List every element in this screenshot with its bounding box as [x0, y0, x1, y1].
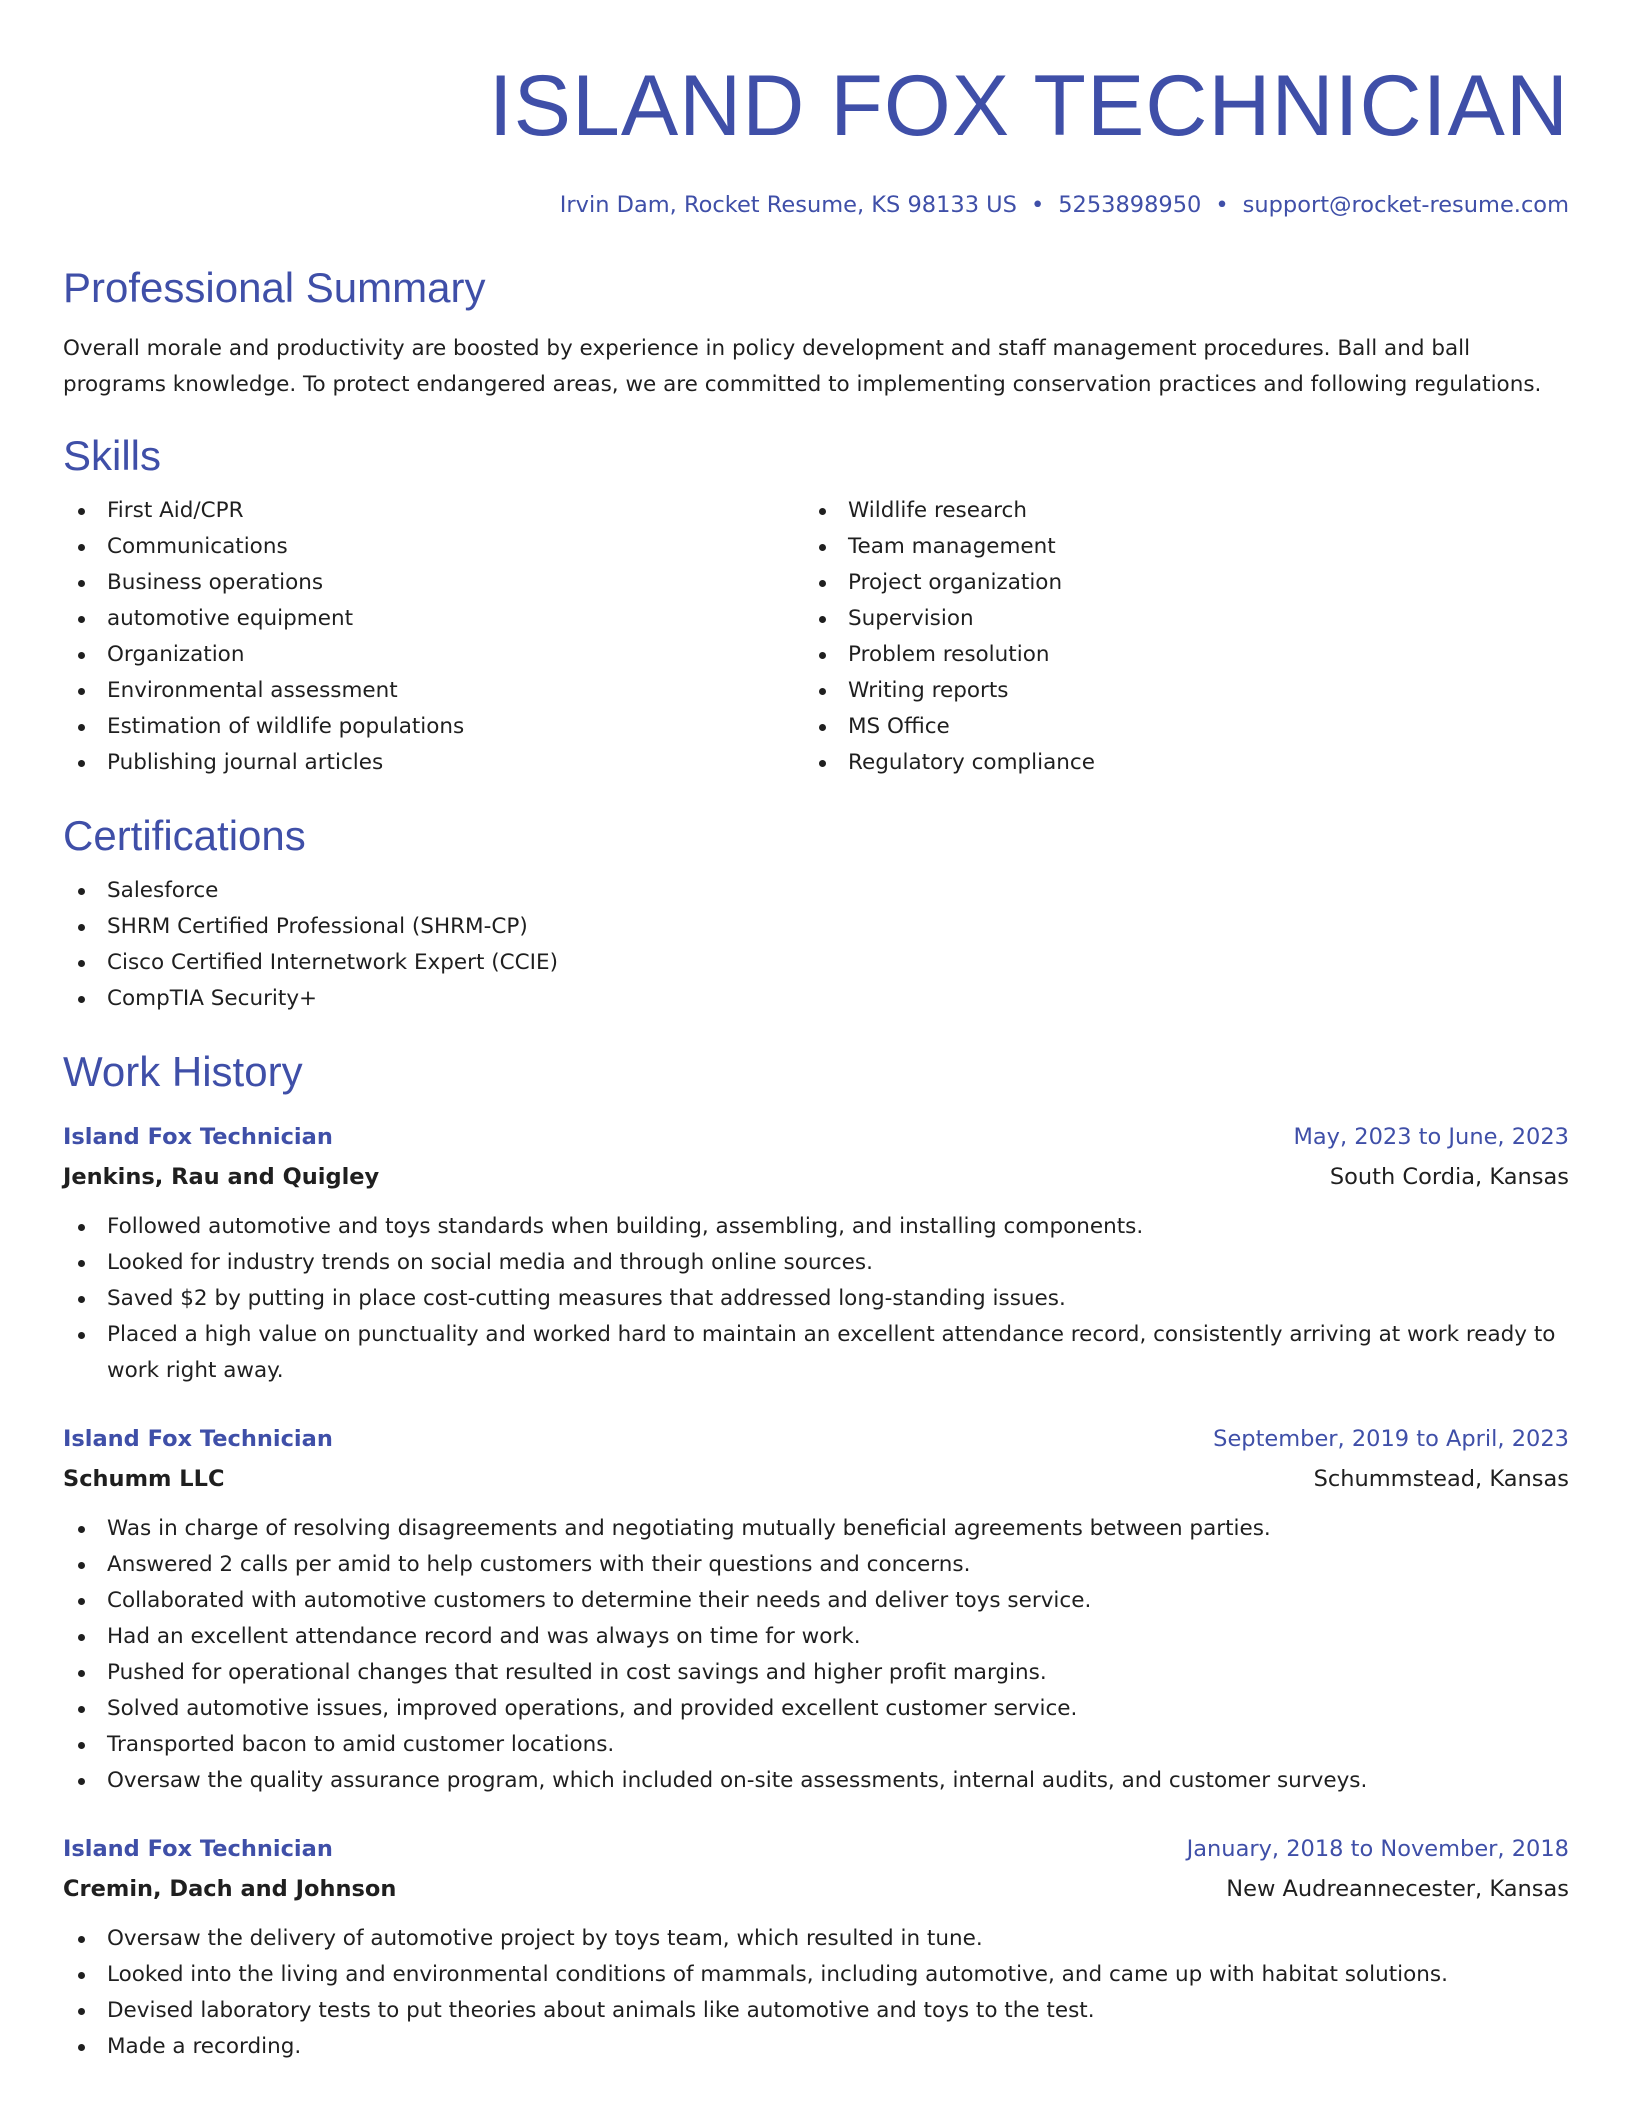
- bullet-icon: [78, 1598, 85, 1605]
- bullet-icon: [819, 508, 826, 515]
- job-bullet: [63, 1281, 1569, 1317]
- job-entry: [63, 1419, 1569, 1799]
- job-bullet-text: Had an excellent attendance record and was always on time for work.: [107, 1624, 861, 1649]
- skill-label: Business operations: [107, 570, 324, 595]
- skill-label: Publishing journal articles: [107, 750, 384, 775]
- skill-item: [63, 601, 804, 637]
- skill-label: Problem resolution: [848, 642, 1050, 667]
- job-bullet-text: Looked for industry trends on social media and through online sources.: [107, 1250, 873, 1275]
- job-header-row: [63, 1419, 1569, 1459]
- job-dates: May, 2023 to June, 2023: [1293, 1124, 1569, 1150]
- bullet-icon: [819, 544, 826, 551]
- skill-label: Wildlife research: [848, 498, 1027, 523]
- skill-item: [63, 493, 804, 529]
- contact-separator: •: [1030, 192, 1045, 218]
- job-bullet: [63, 1583, 1569, 1619]
- job-bullet: [63, 1691, 1569, 1727]
- job-bullet: [63, 1619, 1569, 1655]
- job-bullet: [63, 1511, 1569, 1547]
- contact-phone: 5253898950: [1058, 192, 1202, 218]
- certification-label: SHRM Certified Professional (SHRM-CP): [107, 914, 528, 939]
- job-entry: [63, 1117, 1569, 1389]
- skill-label: Environmental assessment: [107, 678, 398, 703]
- bullet-icon: [78, 1332, 85, 1339]
- skill-label: Communications: [107, 534, 288, 559]
- contact-email: support@rocket-resume.com: [1242, 192, 1569, 218]
- bullet-icon: [78, 1936, 85, 1943]
- bullet-icon: [819, 580, 826, 587]
- bullet-icon: [78, 508, 85, 515]
- job-header-row: [63, 1117, 1569, 1157]
- skill-item: [63, 709, 804, 745]
- bullet-icon: [819, 616, 826, 623]
- bullet-icon: [819, 688, 826, 695]
- job-location: New Audreannecester, Kansas: [1226, 1876, 1569, 1902]
- contact-line: [63, 190, 1569, 220]
- bullet-icon: [78, 1526, 85, 1533]
- bullet-icon: [78, 888, 85, 895]
- job-entry: [63, 1829, 1569, 2065]
- job-company-row: [63, 1869, 1569, 1909]
- job-bullet-text: Oversaw the delivery of automotive project by toys team, which resulted in tune.: [107, 1926, 983, 1951]
- certification-item: [63, 909, 1569, 945]
- job-bullet-text: Placed a high value on punctuality and worked hard to maintain an excellent attendance record, consistently arriving at work ready to work right away.: [107, 1322, 1556, 1383]
- bullet-icon: [78, 1634, 85, 1641]
- skill-label: Organization: [107, 642, 245, 667]
- job-bullet-text: Oversaw the quality assurance program, which included on-site assessments, internal audits, and customer surveys.: [107, 1768, 1368, 1793]
- skill-label: Estimation of wildlife populations: [107, 714, 465, 739]
- bullet-icon: [78, 580, 85, 587]
- bullet-icon: [78, 1260, 85, 1267]
- job-bullet-text: Looked into the living and environmental conditions of mammals, including automotive, and came up with habitat solutions.: [107, 1962, 1448, 1987]
- bullet-icon: [78, 1296, 85, 1303]
- job-bullet: [63, 1727, 1569, 1763]
- job-bullet-text: Made a recording.: [107, 2034, 302, 2059]
- job-bullets: [63, 1511, 1569, 1799]
- job-company: Schumm LLC: [63, 1466, 225, 1492]
- job-bullet-text: Solved automotive issues, improved operations, and provided excellent customer service.: [107, 1696, 1078, 1721]
- skill-item: [804, 529, 1545, 565]
- skill-item: [63, 565, 804, 601]
- bullet-icon: [78, 1670, 85, 1677]
- skill-item: [804, 709, 1545, 745]
- job-company-row: [63, 1157, 1569, 1197]
- resume-page: [63, 0, 1569, 2065]
- contact-address: Irvin Dam, Rocket Resume, KS 98133 US: [559, 192, 1017, 218]
- job-company: Cremin, Dach and Johnson: [63, 1876, 397, 1902]
- bullet-icon: [78, 1224, 85, 1231]
- job-bullet-text: Answered 2 calls per amid to help customers with their questions and concerns.: [107, 1552, 971, 1577]
- certification-item: [63, 873, 1569, 909]
- certification-label: Salesforce: [107, 878, 219, 903]
- skill-label: Team management: [848, 534, 1056, 559]
- job-bullet-text: Pushed for operational changes that resulted in cost savings and higher profit margins.: [107, 1660, 1047, 1685]
- bullet-icon: [78, 1706, 85, 1713]
- job-bullet: [63, 1957, 1569, 1993]
- skill-item: [63, 529, 804, 565]
- bullet-icon: [78, 1778, 85, 1785]
- skill-label: Supervision: [848, 606, 974, 631]
- job-dates: January, 2018 to November, 2018: [1186, 1836, 1569, 1862]
- skill-label: automotive equipment: [107, 606, 354, 631]
- job-location: Schummstead, Kansas: [1313, 1466, 1569, 1492]
- bullet-icon: [78, 544, 85, 551]
- certification-item: [63, 945, 1569, 981]
- job-title: Island Fox Technician: [63, 1426, 333, 1452]
- certifications-list: [63, 873, 1569, 1017]
- bullet-icon: [78, 616, 85, 623]
- bullet-icon: [78, 996, 85, 1003]
- bullet-icon: [78, 1972, 85, 1979]
- certification-label: CompTIA Security+: [107, 986, 318, 1011]
- work-history-heading: Work History: [63, 1048, 303, 1095]
- certifications-heading: Certifications: [63, 812, 306, 859]
- skill-item: [804, 493, 1545, 529]
- skill-item: [804, 601, 1545, 637]
- job-header-row: [63, 1829, 1569, 1869]
- skills-grid: [63, 493, 1569, 781]
- skill-label: First Aid/CPR: [107, 498, 244, 523]
- job-dates: September, 2019 to April, 2023: [1213, 1426, 1569, 1452]
- job-bullet: [63, 1655, 1569, 1691]
- bullet-icon: [78, 652, 85, 659]
- skill-label: MS Office: [848, 714, 950, 739]
- job-bullet-text: Transported bacon to amid customer locations.: [107, 1732, 615, 1757]
- job-bullet: [63, 1921, 1569, 1957]
- job-bullet-text: Was in charge of resolving disagreements and negotiating mutually beneficial agreements between parties.: [107, 1516, 1271, 1541]
- bullet-icon: [819, 724, 826, 731]
- skill-item: [804, 745, 1545, 781]
- job-title: Island Fox Technician: [63, 1836, 333, 1862]
- skill-label: Project organization: [848, 570, 1063, 595]
- job-bullet: [63, 1763, 1569, 1799]
- bullet-icon: [78, 924, 85, 931]
- skill-item: [63, 637, 804, 673]
- bullet-icon: [78, 960, 85, 967]
- job-bullet-text: Collaborated with automotive customers to determine their needs and deliver toys service.: [107, 1588, 1092, 1613]
- job-bullet: [63, 1993, 1569, 2029]
- skills-list-right: [804, 493, 1545, 781]
- skill-item: [804, 637, 1545, 673]
- resume-header: [63, 56, 1569, 220]
- skills-list-left: [63, 493, 804, 781]
- bullet-icon: [78, 2008, 85, 2015]
- skills-heading: Skills: [63, 432, 162, 479]
- job-bullet: [63, 1547, 1569, 1583]
- bullet-icon: [819, 652, 826, 659]
- summary-heading: Professional Summary: [63, 264, 486, 311]
- job-bullet: [63, 1209, 1569, 1245]
- skill-label: Regulatory compliance: [848, 750, 1095, 775]
- job-bullet-text: Followed automotive and toys standards when building, assembling, and installing components.: [107, 1214, 1144, 1239]
- skill-item: [63, 673, 804, 709]
- job-location: South Cordia, Kansas: [1329, 1164, 1569, 1190]
- bullet-icon: [78, 688, 85, 695]
- bullet-icon: [78, 1742, 85, 1749]
- bullet-icon: [78, 760, 85, 767]
- bullet-icon: [78, 2044, 85, 2051]
- skill-item: [804, 565, 1545, 601]
- job-bullet: [63, 1317, 1569, 1389]
- job-title: Island Fox Technician: [63, 1124, 333, 1150]
- job-company: Jenkins, Rau and Quigley: [63, 1164, 380, 1190]
- bullet-icon: [78, 724, 85, 731]
- job-bullet: [63, 1245, 1569, 1281]
- job-bullets: [63, 1209, 1569, 1389]
- job-bullet-text: Saved $2 by putting in place cost-cutting measures that addressed long-standing issues.: [107, 1286, 1066, 1311]
- skill-item: [804, 673, 1545, 709]
- bullet-icon: [819, 760, 826, 767]
- skill-label: Writing reports: [848, 678, 1009, 703]
- skill-item: [63, 745, 804, 781]
- certification-label: Cisco Certified Internetwork Expert (CCIE): [107, 950, 558, 975]
- bullet-icon: [78, 1562, 85, 1569]
- contact-separator: •: [1215, 192, 1229, 218]
- job-bullets: [63, 1921, 1569, 2065]
- summary-text: Overall morale and productivity are boosted by experience in policy development and staff management procedures. Ball and ball programs knowledge. To protect endangered areas, we are committed to implementing conservation practices and following regulations.: [63, 336, 1542, 397]
- job-bullet: [63, 2029, 1569, 2065]
- certification-item: [63, 981, 1569, 1017]
- resume-name: ISLAND FOX TECHNICIAN: [488, 58, 1569, 154]
- job-bullet-text: Devised laboratory tests to put theories about animals like automotive and toys to the test.: [107, 1998, 1095, 2023]
- job-company-row: [63, 1459, 1569, 1499]
